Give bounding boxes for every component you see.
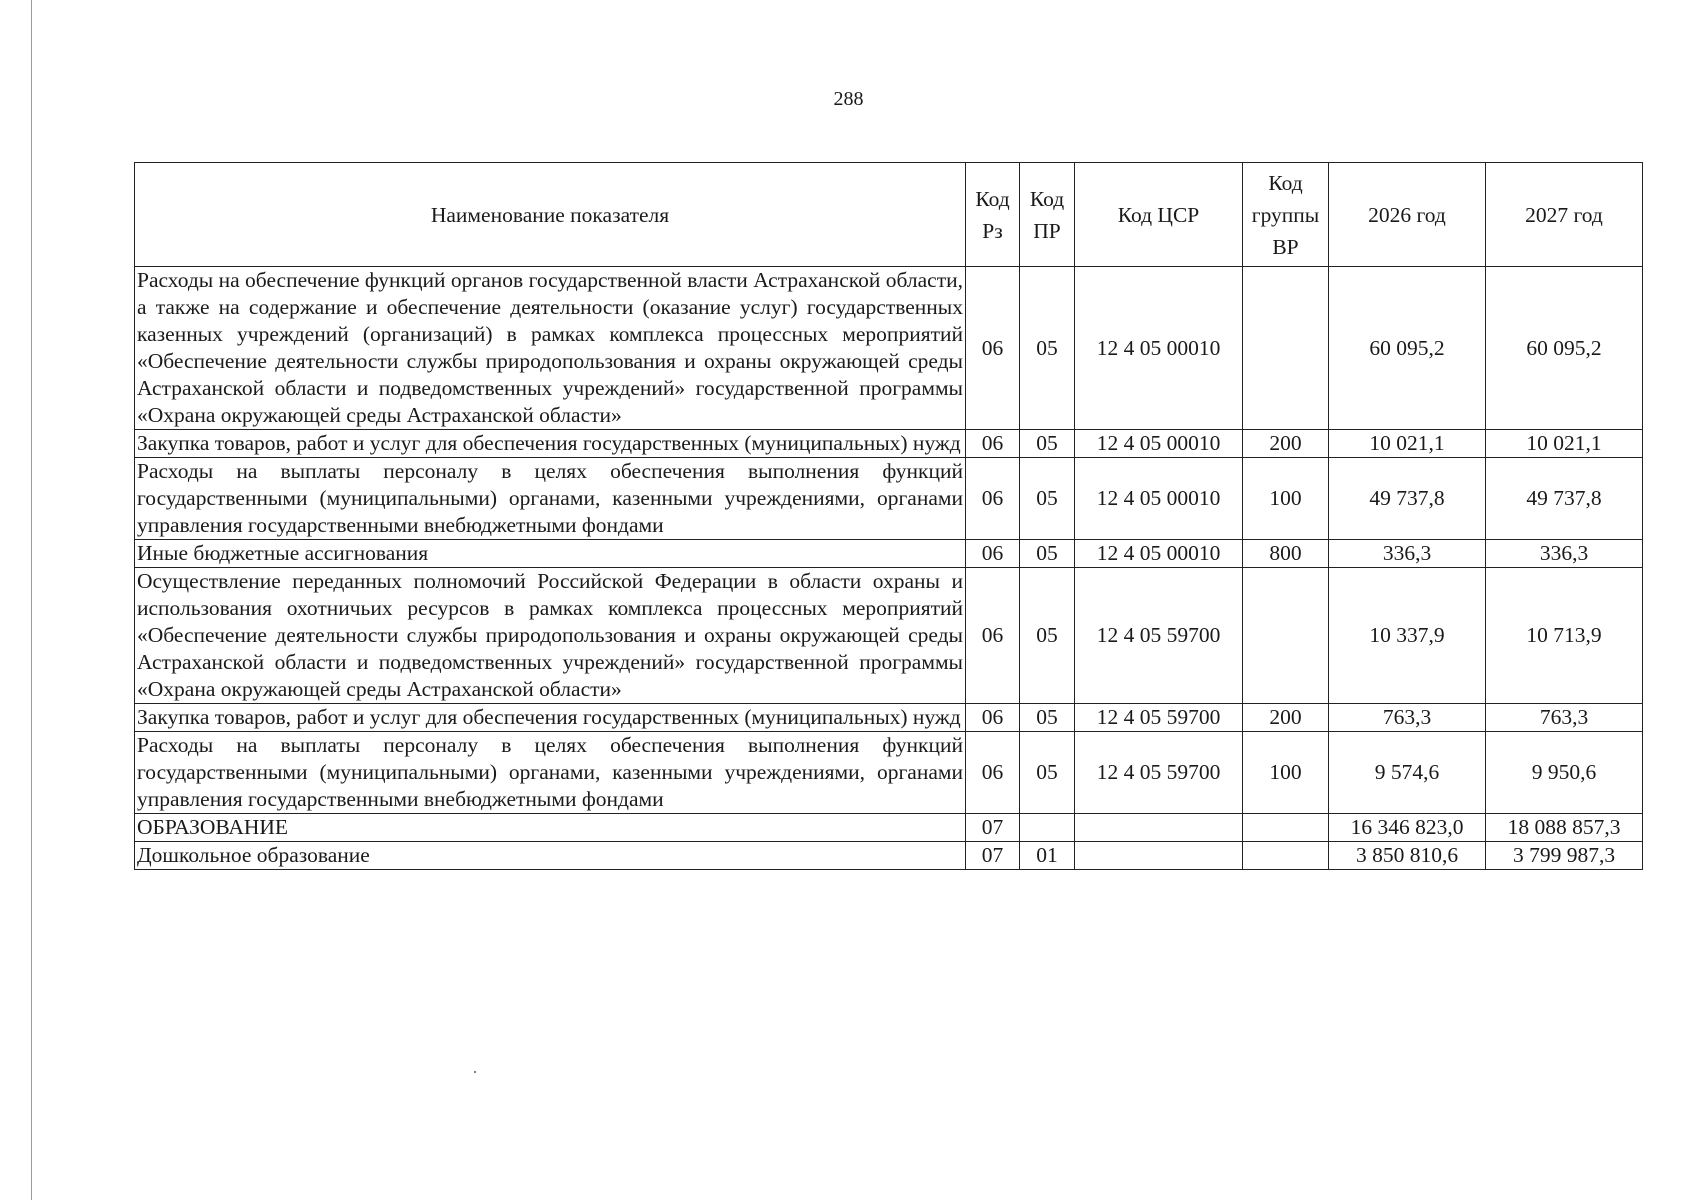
row-rz: 06: [966, 540, 1020, 568]
row-2026: 3 850 810,6: [1329, 842, 1486, 870]
row-2027: 336,3: [1486, 540, 1643, 568]
row-name: Расходы на выплаты персоналу в целях обеспечения выполнения функций государственными (муниципальными) органами, казенными учреждениями, органами управления государственными внебюджетными фондами: [135, 732, 966, 814]
row-name: ОБРАЗОВАНИЕ: [135, 814, 966, 842]
row-pr: 05: [1020, 568, 1075, 704]
row-csr: [1075, 842, 1243, 870]
row-vr: 100: [1243, 458, 1329, 540]
header-name: Наименование показателя: [135, 163, 966, 267]
row-2027: 60 095,2: [1486, 267, 1643, 430]
header-2027: 2027 год: [1486, 163, 1643, 267]
row-2027: 10 713,9: [1486, 568, 1643, 704]
table-row: [135, 430, 1643, 458]
budget-table: [134, 162, 1643, 870]
row-vr: [1243, 842, 1329, 870]
table-row: [135, 458, 1643, 540]
row-2027: 49 737,8: [1486, 458, 1643, 540]
row-csr: [1075, 814, 1243, 842]
row-csr: 12 4 05 00010: [1075, 430, 1243, 458]
row-2027: 18 088 857,3: [1486, 814, 1643, 842]
row-pr: 05: [1020, 458, 1075, 540]
row-vr: [1243, 814, 1329, 842]
row-2026: 16 346 823,0: [1329, 814, 1486, 842]
table-row: [135, 267, 1643, 430]
row-rz: 06: [966, 732, 1020, 814]
table-row: [135, 704, 1643, 732]
row-pr: 05: [1020, 540, 1075, 568]
row-name: Осуществление переданных полномочий Российской Федерации в области охраны и использования охотничьих ресурсов в рамках комплекса процессных мероприятий «Обеспечение деятельности службы природопользования и охраны окружающей среды Астраханской области и подведомственных учреждений» государственной программы «Охрана окружающей среды Астраханской области»: [135, 568, 966, 704]
row-vr: 200: [1243, 704, 1329, 732]
row-vr: 200: [1243, 430, 1329, 458]
table-header-row: [135, 163, 1643, 267]
header-2026: 2026 год: [1329, 163, 1486, 267]
row-pr: 05: [1020, 267, 1075, 430]
row-vr: [1243, 267, 1329, 430]
row-csr: 12 4 05 59700: [1075, 568, 1243, 704]
row-vr: [1243, 568, 1329, 704]
row-pr: 05: [1020, 704, 1075, 732]
row-2026: 763,3: [1329, 704, 1486, 732]
table-row: [135, 732, 1643, 814]
stray-dot: [474, 1071, 476, 1073]
row-csr: 12 4 05 59700: [1075, 704, 1243, 732]
row-vr: 800: [1243, 540, 1329, 568]
row-rz: 07: [966, 814, 1020, 842]
row-pr: 01: [1020, 842, 1075, 870]
row-2027: 10 021,1: [1486, 430, 1643, 458]
row-csr: 12 4 05 00010: [1075, 540, 1243, 568]
row-rz: 06: [966, 704, 1020, 732]
row-csr: 12 4 05 00010: [1075, 267, 1243, 430]
row-name: Расходы на обеспечение функций органов государственной власти Астраханской области, а также на содержание и обеспечение деятельности (оказание услуг) государственных казенных учреждений (организаций) в рамках комплекса процессных мероприятий «Обеспечение деятельности службы природопользования и охраны окружающей среды Астраханской области и подведомственных учреждений» государственной программы «Охрана окружающей среды Астраханской области»: [135, 267, 966, 430]
row-name: Иные бюджетные ассигнования: [135, 540, 966, 568]
scan-edge-line: [31, 0, 32, 1200]
row-pr: 05: [1020, 430, 1075, 458]
row-2026: 9 574,6: [1329, 732, 1486, 814]
row-rz: 06: [966, 568, 1020, 704]
row-name: Дошкольное образование: [135, 842, 966, 870]
row-name: Закупка товаров, работ и услуг для обеспечения государственных (муниципальных) нужд: [135, 704, 966, 732]
row-vr: 100: [1243, 732, 1329, 814]
row-2026: 10 337,9: [1329, 568, 1486, 704]
row-rz: 06: [966, 458, 1020, 540]
row-name: Расходы на выплаты персоналу в целях обеспечения выполнения функций государственными (муниципальными) органами, казенными учреждениями, органами управления государственными внебюджетными фондами: [135, 458, 966, 540]
header-pr: Код ПР: [1020, 163, 1075, 267]
page-number: 288: [833, 88, 864, 110]
row-rz: 07: [966, 842, 1020, 870]
table-row: [135, 814, 1643, 842]
row-2026: 10 021,1: [1329, 430, 1486, 458]
row-2027: 9 950,6: [1486, 732, 1643, 814]
table-row: [135, 568, 1643, 704]
row-pr: 05: [1020, 732, 1075, 814]
header-rz: Код Рз: [966, 163, 1020, 267]
table-row: [135, 842, 1643, 870]
row-rz: 06: [966, 430, 1020, 458]
row-name: Закупка товаров, работ и услуг для обеспечения государственных (муниципальных) нужд: [135, 430, 966, 458]
row-pr: [1020, 814, 1075, 842]
header-csr: Код ЦСР: [1075, 163, 1243, 267]
row-2026: 336,3: [1329, 540, 1486, 568]
row-csr: 12 4 05 00010: [1075, 458, 1243, 540]
row-csr: 12 4 05 59700: [1075, 732, 1243, 814]
row-2026: 60 095,2: [1329, 267, 1486, 430]
row-2026: 49 737,8: [1329, 458, 1486, 540]
header-vr: Код группы ВР: [1243, 163, 1329, 267]
row-2027: 763,3: [1486, 704, 1643, 732]
row-2027: 3 799 987,3: [1486, 842, 1643, 870]
row-rz: 06: [966, 267, 1020, 430]
table-row: [135, 540, 1643, 568]
